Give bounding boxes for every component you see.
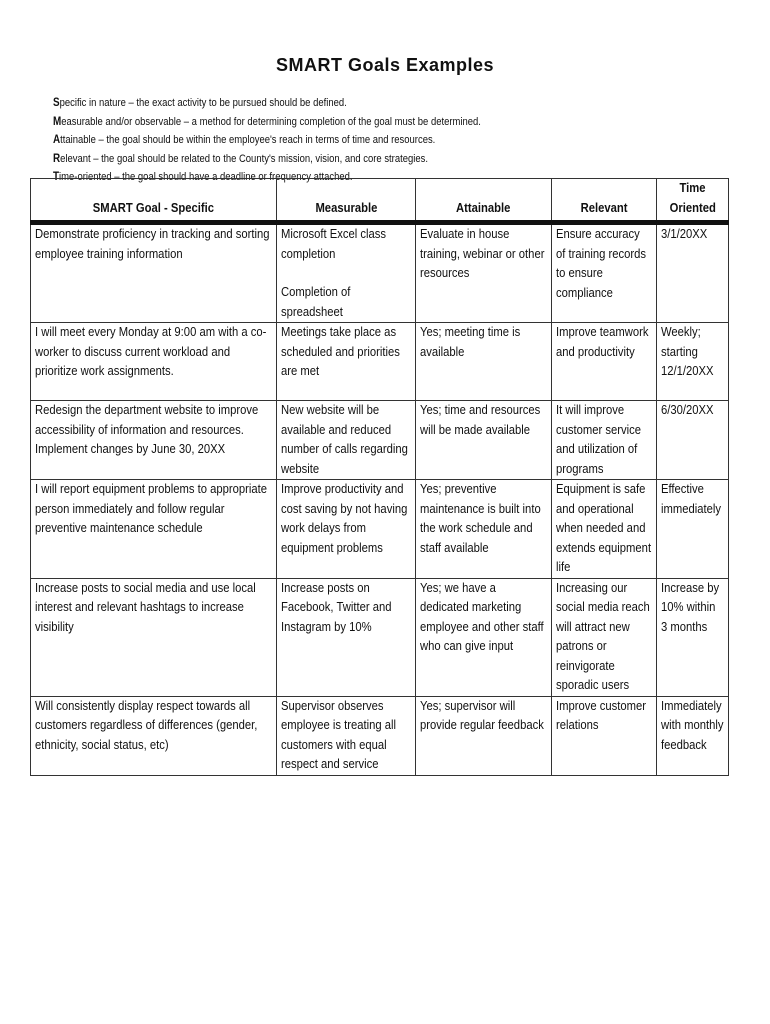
- definition-specific: Specific in nature – the exact activity to be pursued should be defined.: [53, 97, 347, 109]
- cell-measurable: Meetings take place as scheduled and priorities are met: [277, 323, 416, 401]
- table-row: [31, 480, 729, 579]
- definition-relevant: Relevant – the goal should be related to the County's mission, vision, and core strategies.: [53, 152, 428, 165]
- table-header-row: [31, 179, 729, 223]
- cell-specific: I will meet every Monday at 9:00 am with a co-worker to discuss current workload and prioritize work assignments.: [31, 323, 277, 401]
- table-row: [31, 323, 729, 401]
- cell-relevant: Improve teamwork and productivity: [552, 323, 657, 401]
- header-specific: SMART Goal - Specific: [31, 179, 277, 223]
- page-title: SMART Goals Examples: [275, 55, 495, 75]
- header-time-oriented: Time Oriented: [657, 179, 729, 223]
- header-relevant: Relevant: [552, 179, 657, 223]
- header-measurable: Measurable: [277, 179, 416, 223]
- cell-measurable: New website will be available and reduced number of calls regarding website: [277, 401, 416, 480]
- cell-measurable: Supervisor observes employee is treating all customers with equal respect and service: [277, 696, 416, 775]
- cell-attainable: Yes; meeting time is available: [416, 323, 552, 401]
- cell-attainable: Yes; time and resources will be made available: [416, 401, 552, 480]
- cell-relevant: Increasing our social media reach will attract new patrons or reinvigorate sporadic users: [552, 578, 657, 696]
- definition-attainable: Attainable – the goal should be within the employee's reach in terms of time and resources.: [53, 134, 436, 146]
- cell-attainable: Yes; preventive maintenance is built into the work schedule and staff available: [416, 480, 552, 579]
- cell-specific: Increase posts to social media and use local interest and relevant hashtags to increase visibility: [31, 578, 277, 696]
- cell-measurable: Improve productivity and cost saving by not having work delays from equipment problems: [277, 480, 416, 579]
- cell-attainable: Yes; supervisor will provide regular feedback: [416, 696, 552, 775]
- cell-specific: Demonstrate proficiency in tracking and sorting employee training information: [31, 223, 277, 323]
- cell-time-oriented: Immediately with monthly feedback: [657, 696, 729, 775]
- table-row: [31, 223, 729, 323]
- cell-specific: Redesign the department website to improve accessibility of information and resources. Implement changes by June 30, 20XX: [31, 401, 277, 480]
- cell-attainable: Evaluate in house training, webinar or other resources: [416, 223, 552, 323]
- cell-time-oriented: Effective immediately: [657, 480, 729, 579]
- cell-relevant: It will improve customer service and utilization of programs: [552, 401, 657, 480]
- smart-definitions: [53, 94, 481, 187]
- header-attainable: Attainable: [416, 179, 552, 223]
- cell-time-oriented: Weekly; starting 12/1/20XX: [657, 323, 729, 401]
- smart-goals-table: [30, 178, 729, 776]
- cell-relevant: Ensure accuracy of training records to ensure compliance: [552, 223, 657, 323]
- cell-specific: Will consistently display respect towards all customers regardless of differences (gender, ethnicity, social status, etc): [31, 696, 277, 775]
- cell-specific: I will report equipment problems to appropriate person immediately and follow regular preventive maintenance schedule: [31, 480, 277, 579]
- cell-relevant: Equipment is safe and operational when needed and extends equipment life: [552, 480, 657, 579]
- cell-measurable: Increase posts on Facebook, Twitter and Instagram by 10%: [277, 578, 416, 696]
- cell-time-oriented: Increase by 10% within 3 months: [657, 578, 729, 696]
- cell-relevant: Improve customer relations: [552, 696, 657, 775]
- table-row: [31, 578, 729, 696]
- table-row: [31, 696, 729, 775]
- cell-time-oriented: 3/1/20XX: [657, 223, 729, 323]
- definition-measurable: Measurable and/or observable – a method for determining completion of the goal must be determined.: [53, 115, 481, 128]
- definition-time-oriented: Time-oriented – the goal should have a deadline or frequency attached.: [53, 171, 353, 183]
- cell-measurable-extra: Completion of spreadsheet: [281, 285, 351, 319]
- table-row: [31, 401, 729, 480]
- cell-attainable: Yes; we have a dedicated marketing employee and other staff who can give input: [416, 578, 552, 696]
- cell-time-oriented: 6/30/20XX: [657, 401, 729, 480]
- cell-measurable: Microsoft Excel class completion Completion of spreadsheet: [277, 223, 416, 323]
